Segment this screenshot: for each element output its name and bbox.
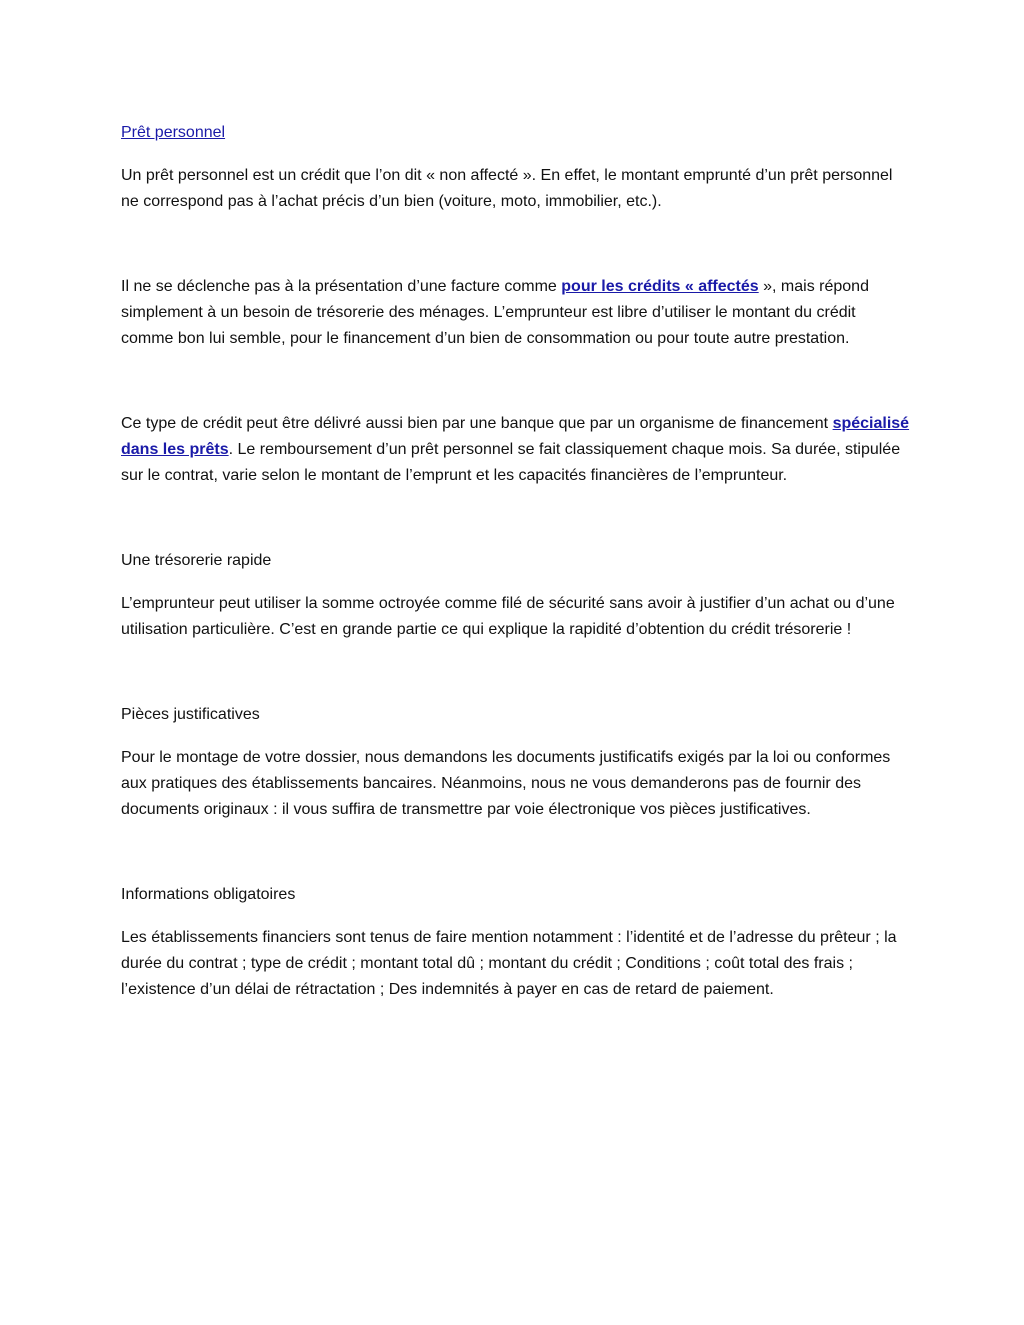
- paragraph-pieces: Pour le montage de votre dossier, nous demandons les documents justificatifs exigés par la loi ou conformes aux pratiques des établissements bancaires. Néanmoins, nous ne vous demanderons pas de fournir des documents originaux : il vous suffira de transmettre par voie électronique vos pièces justificatives.: [121, 749, 891, 818]
- paragraph-affectes-text-before: Il ne se déclenche pas à la présentation d’une facture comme: [121, 278, 562, 295]
- paragraph-type-credit-text-before: Ce type de crédit peut être délivré aussi bien par une banque que par un organisme de financement: [121, 415, 833, 432]
- paragraph-informations: Les établissements financiers sont tenus de faire mention notamment : l’identité et de l’adresse du prêteur ; la durée du contrat ; type de crédit ; montant total dû ; montant du crédit ; Conditions ; coût total des frais ; l’existence d’un délai de rétractation ; Des indemnités à payer en cas de retard de paiement.: [121, 929, 897, 998]
- paragraph-intro: Un prêt personnel est un crédit que l’on dit « non affecté ». En effet, le montant emprunté d’un prêt personnel ne correspond pas à l’achat précis d’un bien (voiture, moto, immobilier, etc.).: [121, 167, 893, 210]
- paragraph-affectes-text-after: », mais répond simplement à un besoin de trésorerie des ménages. L’emprunteur est libre d’utiliser le montant du crédit comme bon lui semble, pour le financement d’un bien de consommation ou pour toute autre prestation.: [121, 278, 869, 347]
- paragraph-type-credit-text-after: . Le remboursement d’un prêt personnel se fait classiquement chaque mois. Sa durée, stipulée sur le contrat, varie selon le montant de l’emprunt et les capacités financières de l’emprunteur.: [121, 441, 901, 484]
- document-page: [121, 120, 911, 1003]
- credits-affectes-link[interactable]: pour les crédits « affectés: [561, 278, 759, 295]
- paragraph-type-credit: [121, 411, 911, 489]
- title-paragraph: [121, 120, 911, 146]
- paragraph-affectes: [121, 274, 911, 352]
- title-link[interactable]: Prêt personnel: [121, 124, 226, 141]
- heading-tresorerie: Une trésorerie rapide: [121, 552, 272, 569]
- paragraph-tresorerie: L’emprunteur peut utiliser la somme octroyée comme filé de sécurité sans avoir à justifier d’un achat ou d’une utilisation particulière. C’est en grande partie ce qui explique la rapidité d’obtention du crédit trésorerie !: [121, 595, 895, 638]
- heading-informations: Informations obligatoires: [121, 886, 296, 903]
- heading-pieces: Pièces justificatives: [121, 706, 260, 723]
- specialise-prets-link[interactable]: spécialisé dans les prêts: [121, 415, 910, 458]
